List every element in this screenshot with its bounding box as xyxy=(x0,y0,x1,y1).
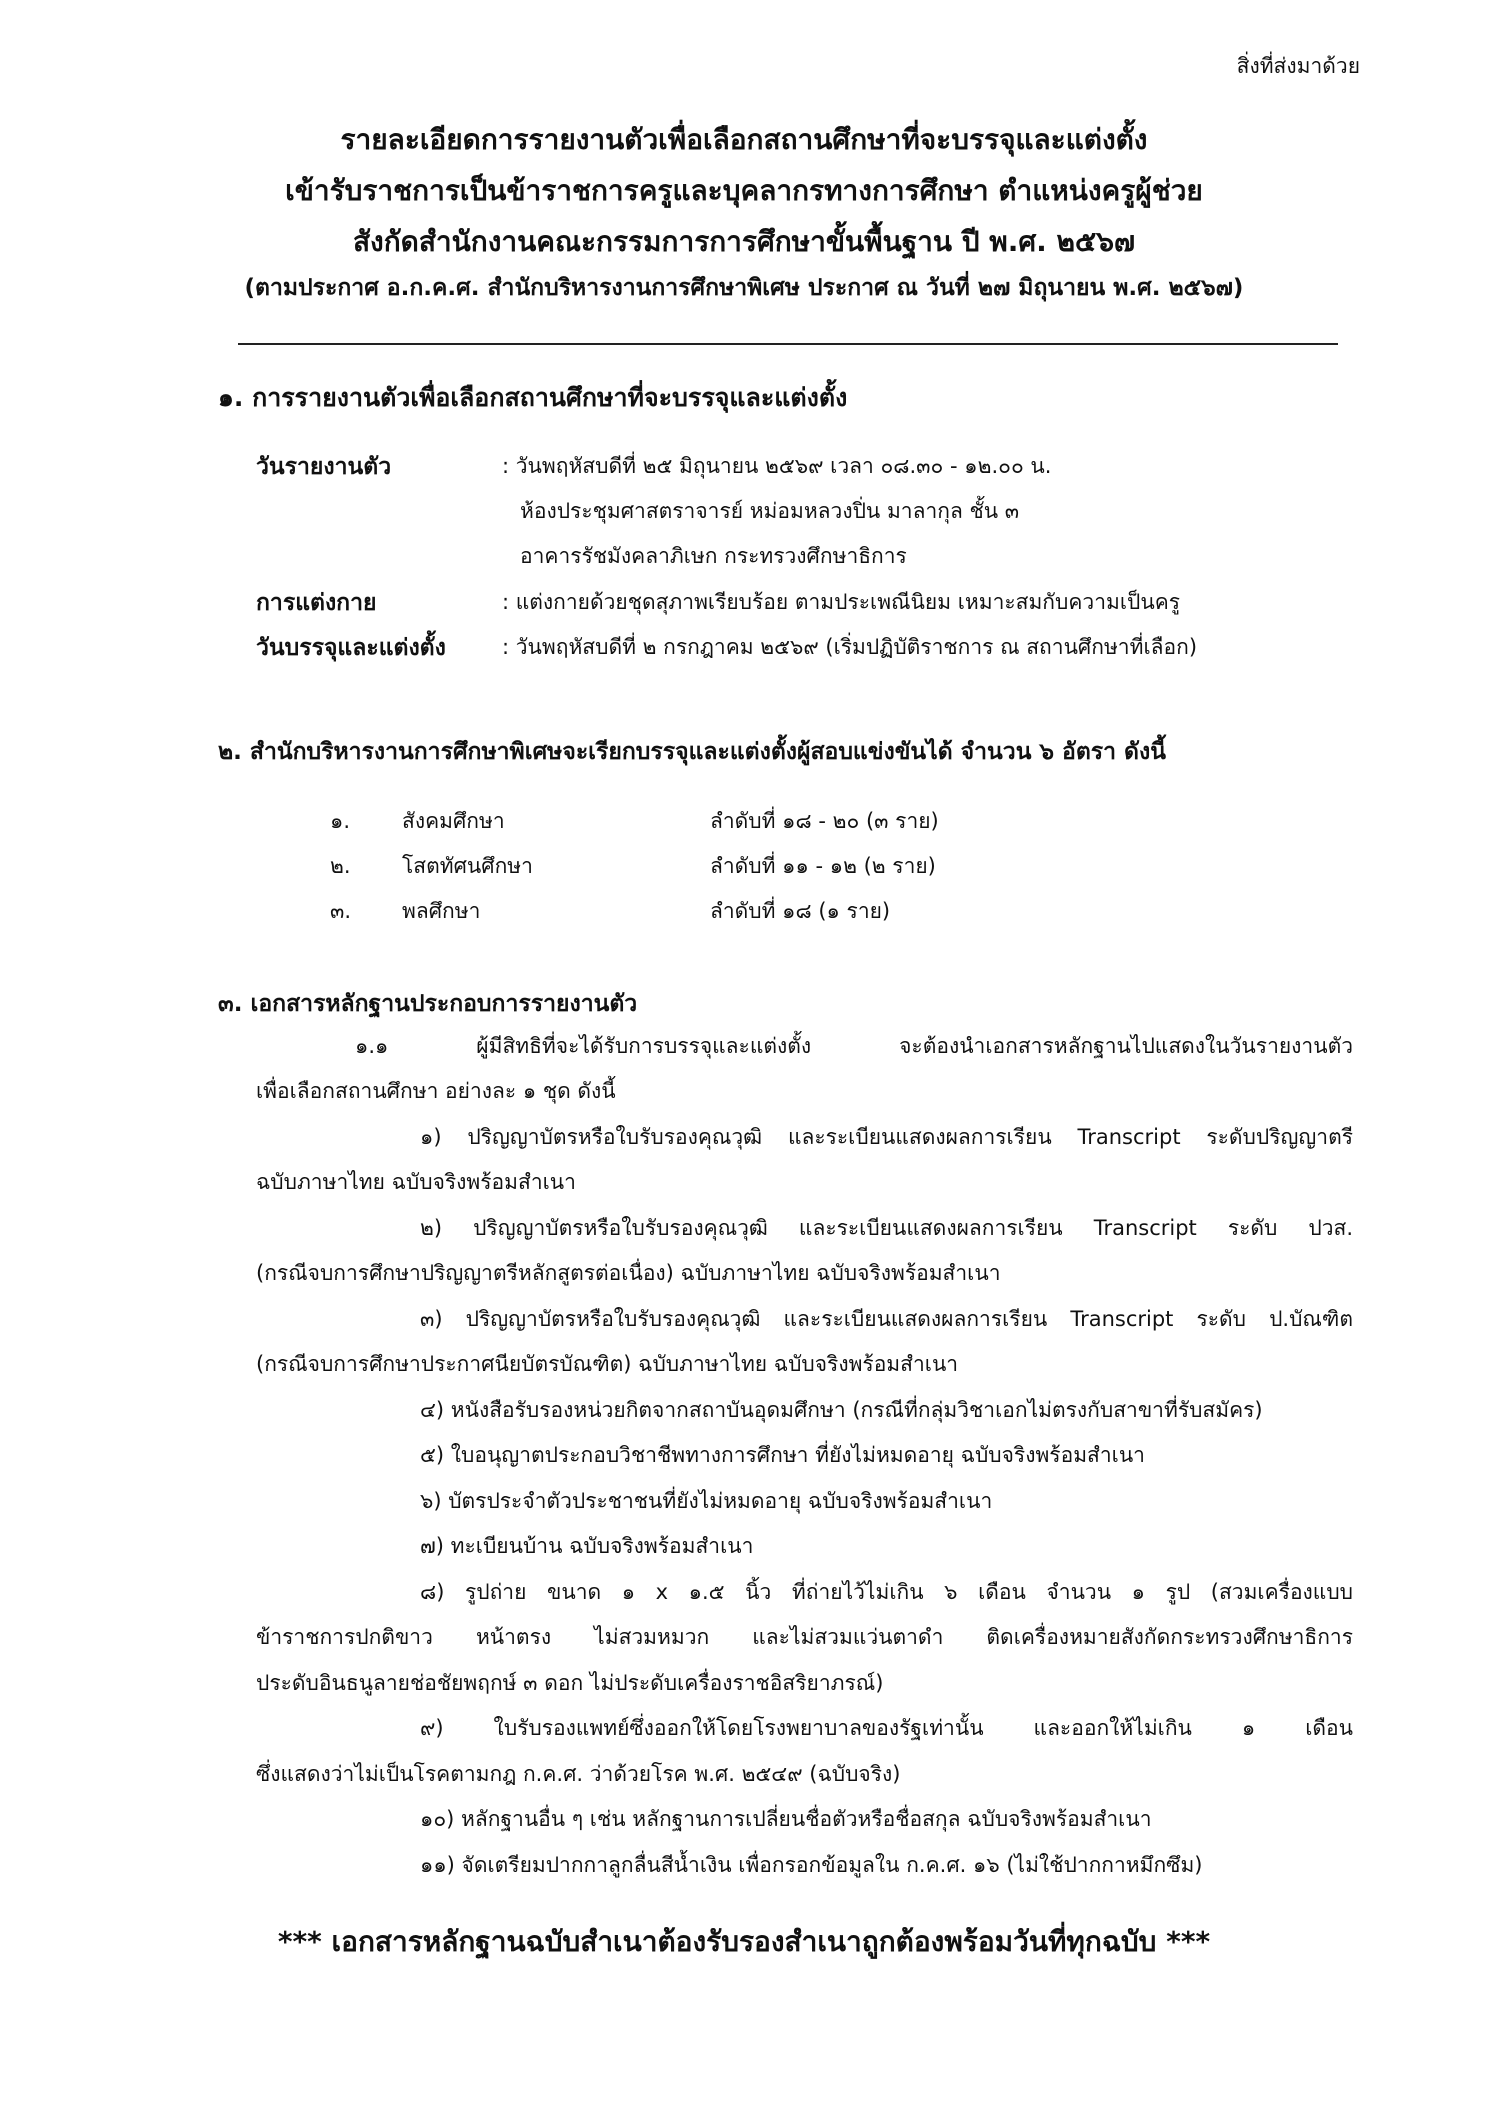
section3-intro-line2: เพื่อเลือกสถานศึกษา อย่างละ ๑ ชุด ดังนี้ xyxy=(256,1079,616,1103)
position-row-subject: โสตทัศนศึกษา xyxy=(402,854,533,878)
doc-item-1-line2: ฉบับภาษาไทย ฉบับจริงพร้อมสำเนา xyxy=(256,1170,576,1194)
doc-item-8-line2: ข้าราชการปกติขาว หน้าตรง ไม่สวมหมวก และไม่สวมแว่นตาดำ ติดเครื่องหมายสังกัดกระทรวงศึกษาธิการ xyxy=(256,1625,1353,1649)
report-day-venue: ห้องประชุมศาสตราจารย์ หม่อมหลวงปิ่น มาลากุล ชั้น ๓ xyxy=(520,499,1020,523)
doc-item-7: ๗) ทะเบียนบ้าน ฉบับจริงพร้อมสำเนา xyxy=(420,1534,754,1558)
attachment-note: สิ่งที่ส่งมาด้วย xyxy=(1236,54,1360,78)
doc-item-5: ๕) ใบอนุญาตประกอบวิชาชีพทางการศึกษา ที่ยังไม่หมดอายุ ฉบับจริงพร้อมสำเนา xyxy=(420,1443,1145,1467)
position-row-no: ๒. xyxy=(330,854,351,878)
header-announcement-ref: (ตามประกาศ อ.ก.ค.ศ. สำนักบริหารงานการศึกษาพิเศษ ประกาศ ณ วันที่ ๒๗ มิถุนายน พ.ศ. ๒๕๖๗) xyxy=(244,275,1244,301)
header-title-line2: เข้ารับราชการเป็นข้าราชการครูและบุคลากรทางการศึกษา ตำแหน่งครูผู้ช่วย xyxy=(285,174,1203,207)
section2-title: ๒. สำนักบริหารงานการศึกษาพิเศษจะเรียกบรรจุและแต่งตั้งผู้สอบแข่งขันได้ จำนวน ๖ อัตรา ดังนี้ xyxy=(218,739,1166,765)
dress-label: การแต่งกาย xyxy=(256,590,377,616)
section3-intro-line1: ๑.๑ ผู้มีสิทธิที่จะได้รับการบรรจุและแต่งตั้ง จะต้องนำเอกสารหลักฐานไปแสดงในวันรายงานตัว xyxy=(355,1034,1353,1058)
doc-item-2-line1: ๒) ปริญญาบัตรหรือใบรับรองคุณวุฒิ และระเบียนแสดงผลการเรียน Transcript ระดับ ปวส. xyxy=(420,1216,1353,1240)
position-row-order: ลำดับที่ ๑๑ - ๑๒ (๒ ราย) xyxy=(710,854,936,878)
header-title-line1: รายละเอียดการรายงานตัวเพื่อเลือกสถานศึกษาที่จะบรรจุและแต่งตั้ง xyxy=(340,123,1148,156)
report-day-label: วันรายงานตัว xyxy=(256,454,392,480)
doc-item-10: ๑๐) หลักฐานอื่น ๆ เช่น หลักฐานการเปลี่ยนชื่อตัวหรือชื่อสกุล ฉบับจริงพร้อมสำเนา xyxy=(420,1807,1152,1831)
doc-item-8-line1: ๘) รูปถ่าย ขนาด ๑ x ๑.๕ นิ้ว ที่ถ่ายไว้ไม่เกิน ๖ เดือน จำนวน ๑ รูป (สวมเครื่องแบบ xyxy=(420,1580,1354,1604)
report-day-value: : วันพฤหัสบดีที่ ๒๕ มิถุนายน ๒๕๖๙ เวลา ๐๘.๓๐ - ๑๒.๐๐ น. xyxy=(502,454,1052,478)
doc-item-1-line1: ๑) ปริญญาบัตรหรือใบรับรองคุณวุฒิ และระเบียนแสดงผลการเรียน Transcript ระดับปริญญาตรี xyxy=(420,1125,1353,1149)
header-title-line3: สังกัดสำนักงานคณะกรรมการการศึกษาขั้นพื้นฐาน ปี พ.ศ. ๒๕๖๗ xyxy=(352,225,1136,258)
doc-item-2-line2: (กรณีจบการศึกษาปริญญาตรีหลักสูตรต่อเนื่อง) ฉบับภาษาไทย ฉบับจริงพร้อมสำเนา xyxy=(256,1261,1001,1285)
position-row-order: ลำดับที่ ๑๘ (๑ ราย) xyxy=(710,899,891,923)
doc-item-11: ๑๑) จัดเตรียมปากกาลูกลื่นสีน้ำเงิน เพื่อกรอกข้อมูลใน ก.ค.ศ. ๑๖ (ไม่ใช้ปากกาหมึกซึม) xyxy=(420,1853,1203,1877)
doc-item-8-line3: ประดับอินธนูลายช่อชัยพฤกษ์ ๓ ดอก ไม่ประดับเครื่องราชอิสริยาภรณ์) xyxy=(256,1671,884,1695)
position-row-subject: สังคมศึกษา xyxy=(402,809,505,833)
footer-certification-note: *** เอกสารหลักฐานฉบับสำเนาต้องรับรองสำเนาถูกต้องพร้อมวันที่ทุกฉบับ *** xyxy=(277,1925,1211,1958)
position-row-no: ๑. xyxy=(330,809,351,833)
doc-item-4: ๔) หนังสือรับรองหน่วยกิตจากสถาบันอุดมศึกษา (กรณีที่กลุ่มวิชาเอกไม่ตรงกับสาขาที่รับสมัคร) xyxy=(420,1398,1263,1422)
report-day-building: อาคารรัชมังคลาภิเษก กระทรวงศึกษาธิการ xyxy=(520,544,907,568)
appoint-value: : วันพฤหัสบดีที่ ๒ กรกฎาคม ๒๕๖๙ (เริ่มปฏิบัติราชการ ณ สถานศึกษาที่เลือก) xyxy=(502,635,1198,659)
doc-item-3-line1: ๓) ปริญญาบัตรหรือใบรับรองคุณวุฒิ และระเบียนแสดงผลการเรียน Transcript ระดับ ป.บัณฑิต xyxy=(420,1307,1353,1331)
section1-title: ๑. การรายงานตัวเพื่อเลือกสถานศึกษาที่จะบรรจุและแต่งตั้ง xyxy=(218,383,848,412)
header-divider xyxy=(238,343,1338,345)
doc-item-3-line2: (กรณีจบการศึกษาประกาศนียบัตรบัณฑิต) ฉบับภาษาไทย ฉบับจริงพร้อมสำเนา xyxy=(256,1352,959,1376)
doc-item-9-line1: ๙) ใบรับรองแพทย์ซึ่งออกให้โดยโรงพยาบาลของรัฐเท่านั้น และออกให้ไม่เกิน ๑ เดือน xyxy=(420,1716,1353,1740)
position-row-no: ๓. xyxy=(330,899,352,923)
doc-item-6: ๖) บัตรประจำตัวประชาชนที่ยังไม่หมดอายุ ฉบับจริงพร้อมสำเนา xyxy=(420,1489,993,1513)
appoint-label: วันบรรจุและแต่งตั้ง xyxy=(256,635,446,661)
position-row-subject: พลศึกษา xyxy=(402,899,481,923)
dress-value: : แต่งกายด้วยชุดสุภาพเรียบร้อย ตามประเพณีนิยม เหมาะสมกับความเป็นครู xyxy=(502,590,1181,614)
position-row-order: ลำดับที่ ๑๘ - ๒๐ (๓ ราย) xyxy=(710,809,939,833)
doc-item-9-line2: ซึ่งแสดงว่าไม่เป็นโรคตามกฎ ก.ค.ศ. ว่าด้วยโรค พ.ศ. ๒๕๔๙ (ฉบับจริง) xyxy=(256,1762,901,1786)
section3-title: ๓. เอกสารหลักฐานประกอบการรายงานตัว xyxy=(218,991,638,1017)
